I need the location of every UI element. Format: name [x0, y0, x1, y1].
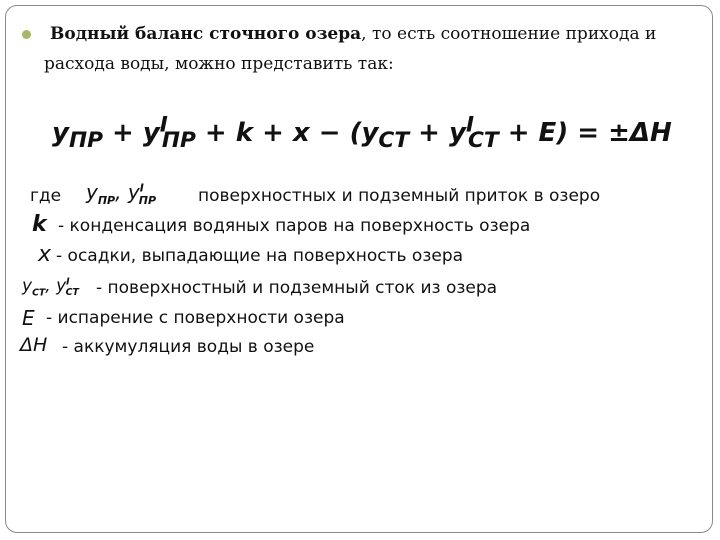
- water-balance-formula: [52, 112, 672, 153]
- formula-render: $y_{ПР} + y^I_{ПР} + k + x - (y_{СТ} + y^I_{СТ} + E) = \pm\Delta H$: [52, 112, 672, 153]
- intro-line-1: [50, 24, 656, 44]
- x-text: - осадки, выпадающие на поверхность озера: [56, 246, 464, 266]
- outflow-symbol: $y_{СТ}$, $y^I_{СТ}$: [22, 276, 79, 299]
- outflow-text: - поверхностный и подземный сток из озера: [96, 278, 498, 298]
- where-label: где: [30, 186, 62, 206]
- bullet-icon: [22, 30, 31, 39]
- intro-bold: Водный баланс сточного озера: [50, 24, 362, 44]
- inflow-symbol: $y_{ПР}$, $y^I_{ПР}$: [86, 180, 157, 207]
- inflow-text: поверхностных и подземный приток в озеро: [198, 186, 601, 206]
- intro-rest: , то есть соотношение прихода и: [361, 24, 657, 44]
- intro-line-2: расхода воды, можно представить так:: [44, 54, 394, 74]
- slide-frame: [5, 5, 713, 533]
- formula-text: [52, 112, 53, 113]
- k-text: - конденсация водяных паров на поверхность озера: [58, 216, 531, 236]
- dh-symbol: ΔH: [20, 334, 48, 356]
- e-text: - испарение с поверхности озера: [46, 308, 345, 328]
- k-symbol: k: [32, 212, 47, 237]
- e-symbol: E: [22, 306, 35, 330]
- x-symbol: x: [38, 242, 52, 267]
- dh-text: - аккумуляция воды в озере: [62, 337, 315, 357]
